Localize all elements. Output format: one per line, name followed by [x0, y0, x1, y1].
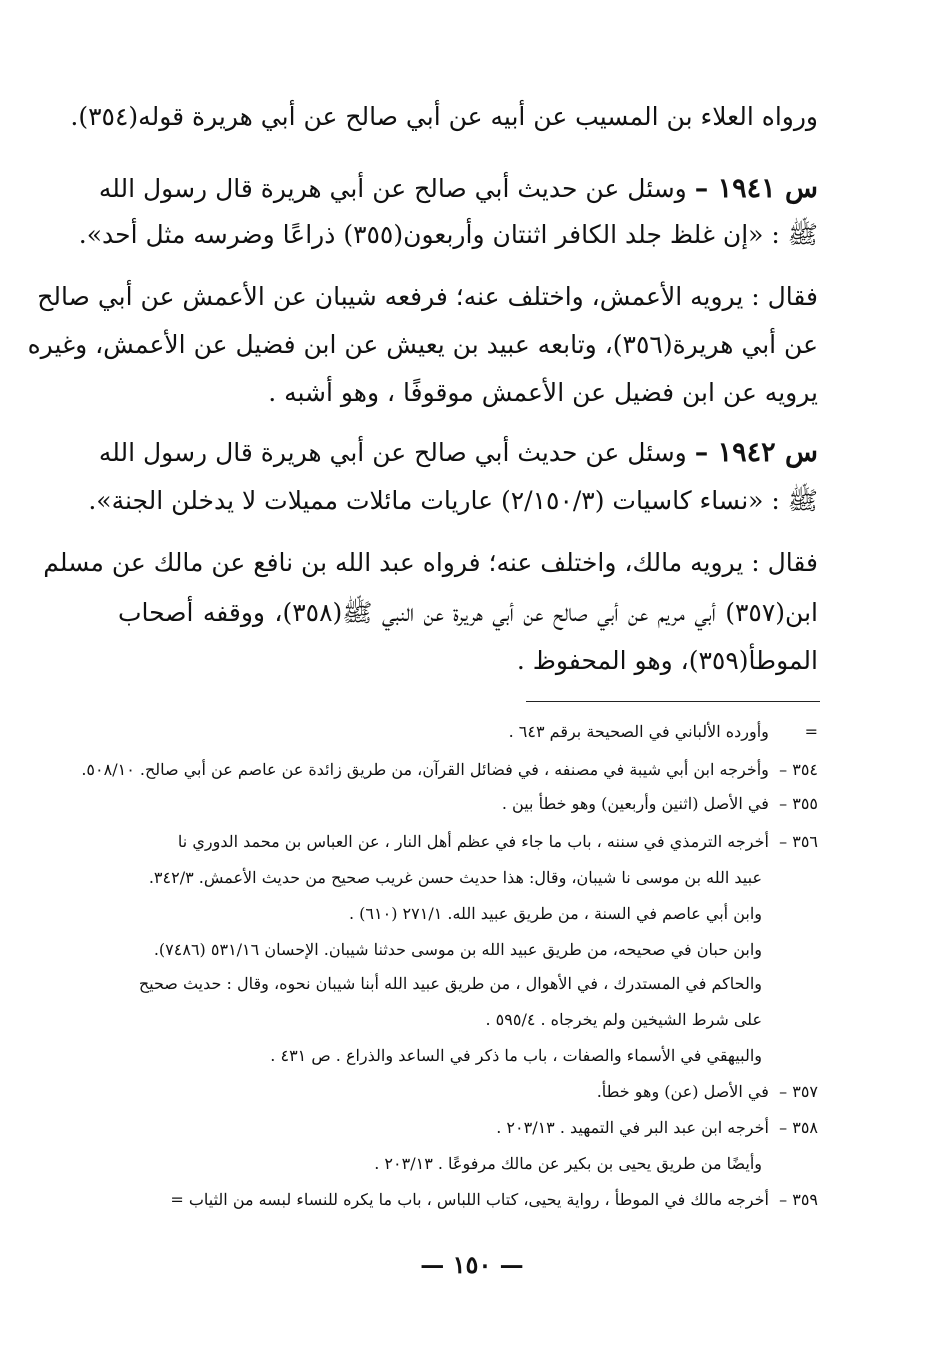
question-1941-line-1: [98, 172, 818, 206]
footnote-356-line-6: على شرط الشيخين ولم يخرجاه . ٥٩٥/٤ .: [485, 1010, 762, 1029]
footnote-359: [108, 1188, 818, 1212]
footnote-355: [108, 792, 818, 816]
footnote-356-line-5: والحاكم في المستدرك ، في الأهوال ، من طريق عبيد الله أبنا شيبان نحوه، وقال : حديث صحيح: [138, 974, 762, 993]
answer-1942-line-2: ابن(٣٥٧) أبي مريم عن أبي صالح عن أبي هريرة عن النبي ﷺ(٣٥٨)، ووقفه أصحاب: [118, 598, 818, 627]
footnote-text: في الأصل (عن) وهو خطأ.: [596, 1082, 769, 1101]
footnote-number: ٣٥٩ –: [779, 1190, 818, 1209]
footnote-356-line-2: عبيد الله بن موسى نا شيبان، وقال: هذا حديث حسن غريب صحيح من حديث الأعمش. ٣٤٢/٣.: [148, 868, 762, 887]
footnote-356-line-3: وابن أبي عاصم في السنة ، من طريق عبيد الله. ٢٧١/١ (٦١٠) .: [349, 904, 762, 923]
footnote-358-line-2: وأيضًا من طريق يحيى بن بكير عن مالك مرفوعًا . ٢٠٣/١٣ .: [374, 1154, 762, 1173]
footnote-number: ٣٥٤ –: [779, 760, 818, 779]
footnote-text: أخرجه مالك في الموطأ ، رواية يحيى، كتاب اللباس ، باب ما يكره للنساء لبسه من الثياب =: [170, 1190, 769, 1209]
question-text: وسئل عن حديث أبي صالح عن أبي هريرة قال رسول الله: [98, 174, 687, 203]
answer-1941-line-2: عن أبي هريرة(٣٥٦)، وتابعه عبيد بن يعيش عن ابن فضيل عن الأعمش، وغيره: [27, 330, 818, 359]
page-number: — ١٥٠ —: [420, 1250, 524, 1279]
footnote-358: [108, 1116, 818, 1140]
footnote-text: أخرجه ابن عبد البر في التمهيد . ٢٠٣/١٣ .: [496, 1118, 769, 1137]
body-line-opening: ورواه العلاء بن المسيب عن أبيه عن أبي صالح عن أبي هريرة قوله(٣٥٤).: [70, 102, 818, 131]
footnote-separator: [526, 701, 820, 702]
question-number: س ١٩٤٢ –: [694, 437, 818, 468]
footnote-continuation: [108, 720, 818, 744]
footnote-number: ٣٥٧ –: [779, 1082, 818, 1101]
question-1942-line-2: ﷺ : «نساء كاسيات (٢/١٥٠/٣) عاريات مائلات مميلات لا يدخلن الجنة».: [88, 486, 818, 515]
question-text: وسئل عن حديث أبي صالح عن أبي هريرة قال رسول الله: [98, 438, 687, 467]
footnote-357: [108, 1080, 818, 1104]
footnote-number: ٣٥٥ –: [779, 794, 818, 813]
footnote-354: [81, 758, 818, 782]
footnote-356-line-4: وابن حبان في صحيحه، من طريق عبيد الله بن موسى حدثنا شيبان. الإحسان ٥٣١/١٦ (٧٤٨٦).: [153, 940, 762, 959]
answer-1942-line-1: فقال : يرويه مالك، واختلف عنه؛ فرواه عبد الله بن نافع عن مالك عن مسلم: [43, 548, 818, 577]
answer-1941-line-3: يرويه عن ابن فضيل عن الأعمش موقوفًا ، وهو أشبه .: [268, 378, 818, 407]
answer-1942-line-3: الموطأ(٣٥٩)، وهو المحفوظ .: [516, 646, 818, 675]
footnote-number: ٣٥٦ –: [779, 832, 818, 851]
question-1942-line-1: [98, 436, 818, 470]
footnote-356-line-7: والبيهقي في الأسماء والصفات ، باب ما ذكر في الساعد والذراع . ص ٤٣١ .: [270, 1046, 762, 1065]
footnote-text: وأورده الألباني في الصحيحة برقم ٦٤٣ .: [508, 722, 769, 741]
question-number: س ١٩٤١ –: [694, 173, 818, 204]
footnote-text: وأخرجه ابن أبي شيبة في مصنفه ، في فضائل القرآن، من طريق زائدة عن عاصم عن أبي صالح. ٥٠٨/١٠.: [81, 760, 769, 779]
question-1941-line-2: ﷺ : «إن غلظ جلد الكافر اثنتان وأربعون(٣٥٥) ذراعًا وضرسه مثل أحد».: [78, 220, 818, 249]
footnote-number: =: [804, 722, 818, 741]
answer-1941-line-1: فقال : يرويه الأعمش، واختلف عنه؛ فرفعه شيبان عن الأعمش عن أبي صالح: [37, 282, 818, 311]
footnote-number: ٣٥٨ –: [779, 1118, 818, 1137]
footnote-356: [108, 830, 818, 854]
footnote-text: في الأصل (اثنين وأربعين) وهو خطأ بين .: [501, 794, 769, 813]
footnote-text: أخرجه الترمذي في سننه ، باب ما جاء في عظم أهل النار ، عن العباس بن محمد الدوري نا: [177, 832, 769, 851]
